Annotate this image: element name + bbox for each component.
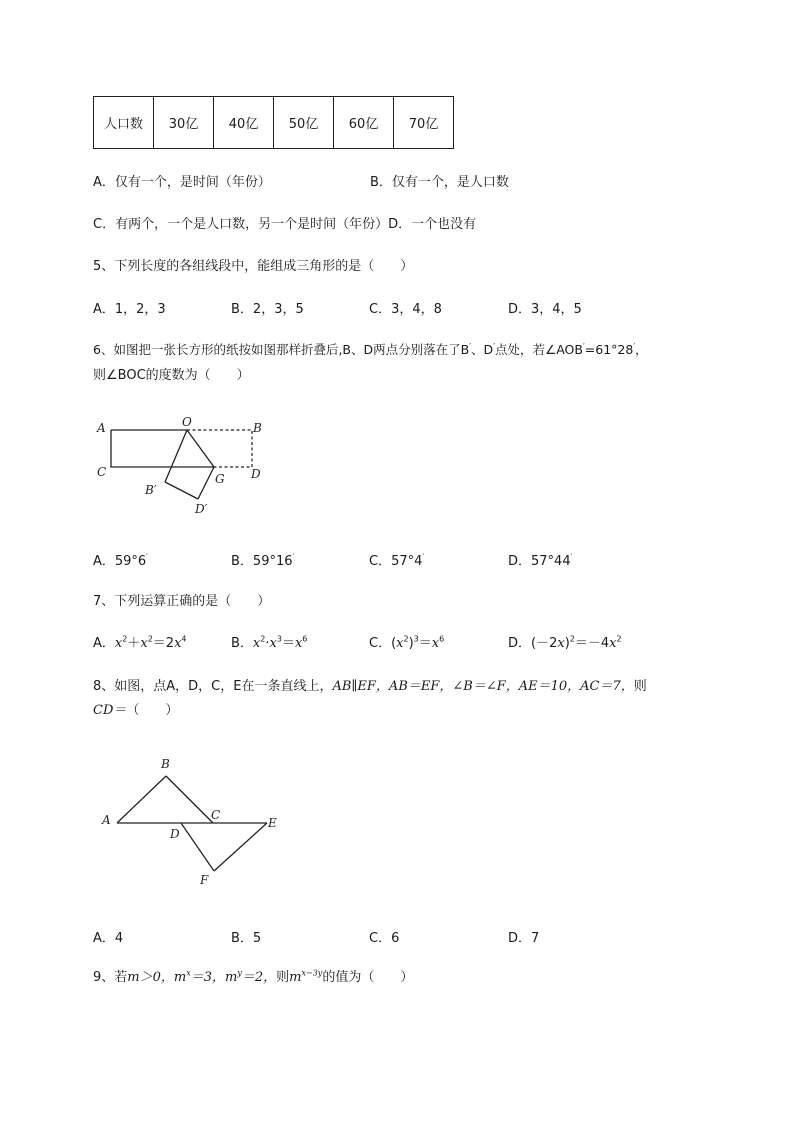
segment-ab: [117, 776, 166, 823]
q4-option-b: B．仅有一个，是人口数: [370, 175, 509, 190]
label-b-prime: B′: [145, 483, 157, 497]
label-b: B: [253, 421, 262, 435]
fold-edge-dg: [198, 467, 214, 499]
segment-bc: [166, 776, 213, 823]
label-a: A: [97, 421, 106, 435]
q6-stem-line1: 6、如图把一张长方形的纸按如图那样折叠后,B、D两点分别落在了B′、D′点处，若∠AOB′=61°28′，: [93, 341, 648, 357]
q8-option-a: A．4: [93, 931, 124, 946]
table-cell: 60亿: [334, 97, 394, 149]
label-b: B: [161, 757, 170, 771]
q6-option-d: D．57°44′: [508, 552, 573, 569]
q7-option-d: D．$(-2x)^2=-4x^2$: [508, 634, 622, 651]
segment-ef: [214, 823, 267, 871]
label-g: G: [215, 472, 225, 486]
segment-fd: [181, 823, 214, 871]
fold-edge-ob: [165, 430, 187, 482]
rectangle-remaining: [111, 430, 214, 467]
q5-option-c: C．3，4，8: [369, 302, 442, 317]
label-o: O: [182, 415, 192, 429]
label-c: C: [211, 808, 221, 822]
q5-option-b: B．2，3，5: [231, 302, 304, 317]
label-a: A: [102, 813, 111, 827]
table-cell: 40亿: [214, 97, 274, 149]
q6-stem-line2: 则∠BOC的度数为（ ）: [93, 368, 250, 383]
q7-stem: 7、下列运算正确的是（ ）: [93, 594, 271, 609]
table-cell: 70亿: [394, 97, 454, 149]
q4-option-a: A．仅有一个，是时间（年份）: [93, 175, 271, 190]
fold-edge-bd: [165, 482, 198, 499]
q7-option-b: B．$x^2\cdot x^3=x^6$: [231, 634, 308, 651]
q6-option-c: C．57°4′: [369, 552, 425, 569]
original-rectangle-dashed: [187, 430, 252, 467]
q5-stem: 5、下列长度的各组线段中，能组成三角形的是（ ）: [93, 259, 414, 274]
label-c: C: [97, 465, 107, 479]
label-e: E: [268, 816, 277, 830]
label-f: F: [200, 873, 209, 887]
q7-option-a: A．$x^2+x^2=2x^4$: [93, 634, 187, 651]
q5-option-d: D．3，4，5: [508, 302, 582, 317]
label-d: D: [251, 467, 261, 481]
q5-option-a: A．1，2，3: [93, 302, 166, 317]
table-cell: 50亿: [274, 97, 334, 149]
q4-option-cd: C．有两个，一个是人口数，另一个是时间（年份）D．一个也没有: [93, 217, 477, 232]
q8-option-b: B．5: [231, 931, 262, 946]
table-row: [94, 97, 454, 149]
q8-option-c: C．6: [369, 931, 400, 946]
q8-triangle-figure: [95, 750, 295, 890]
q8-stem-line1: 8、如图，点A，D，C，E在一条直线上，AB∥EF，AB＝EF，∠B＝∠F，AE＝10，AC＝7，则: [93, 679, 647, 694]
q9-stem: 9、若m＞0，$m^x=3$，$m^y=2$，则$m^{x-3y}$的值为（ ）: [93, 968, 414, 985]
table-cell: 30亿: [154, 97, 214, 149]
table-cell: 人口数: [94, 97, 154, 149]
q6-option-a: A．59°6′: [93, 552, 149, 569]
q6-option-b: B．59°16′: [231, 552, 295, 569]
population-table: [93, 96, 454, 149]
q8-stem-line2: CD＝（ ）: [93, 703, 179, 718]
label-d: D: [170, 827, 180, 841]
q8-option-d: D．7: [508, 931, 540, 946]
q7-option-c: C．$(x^2)^3=x^6$: [369, 634, 445, 651]
q6-fold-figure: [90, 412, 280, 522]
label-d-prime: D′: [195, 502, 208, 516]
